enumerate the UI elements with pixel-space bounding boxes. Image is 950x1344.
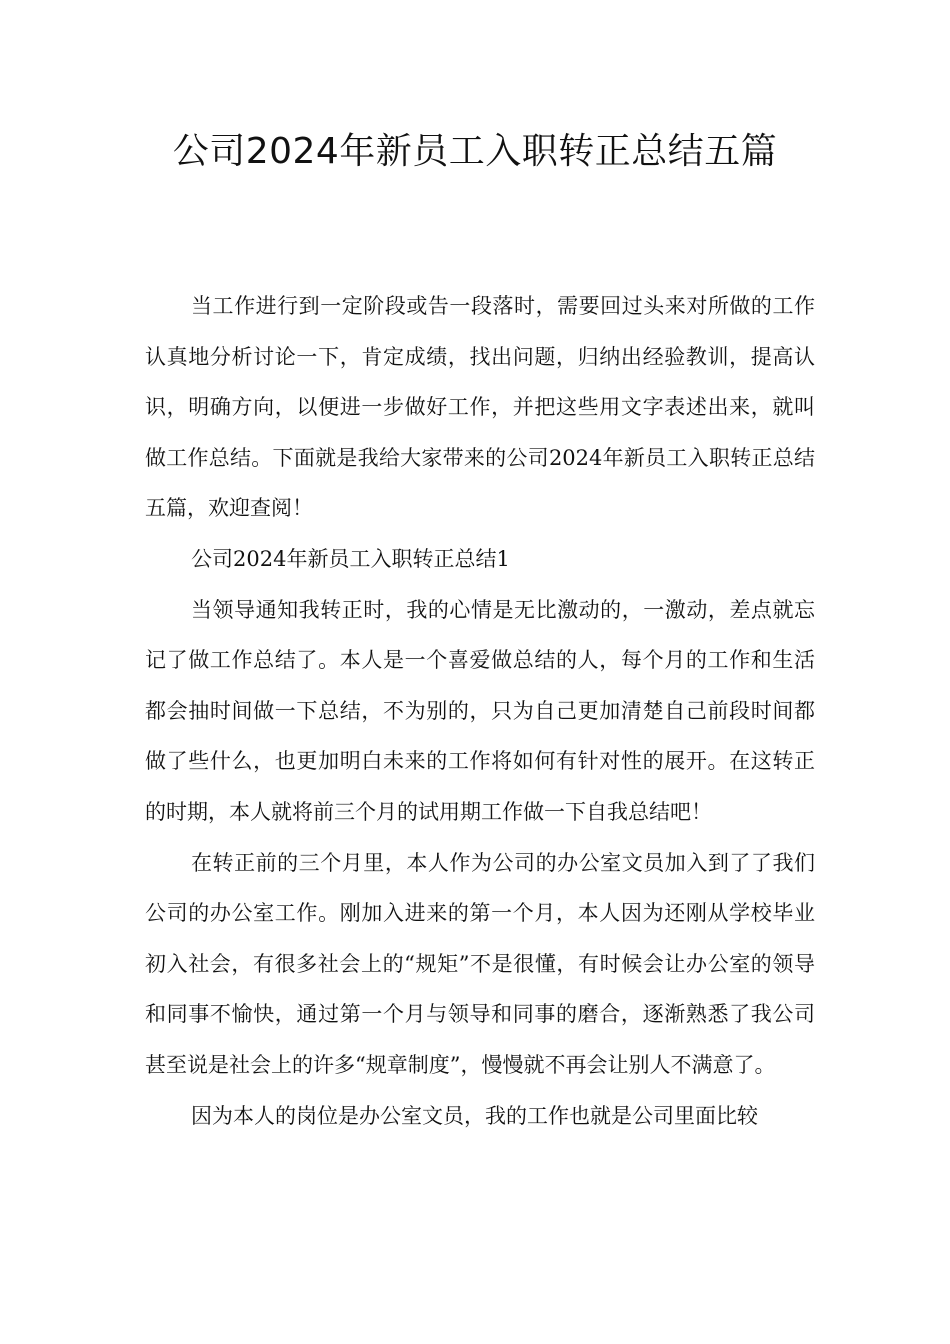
body-paragraph: 在转正前的三个月里，本人作为公司的办公室文员加入到了了我们公司的办公室工作。刚加入进来的第一个月，本人因为还刚从学校毕业初入社会，有很多社会上的“规矩”不是很懂，有时候会让办公室的领导和同事不愉快，通过第一个月与领导和同事的磨合，逐渐熟悉了我公司甚至说是社会上的许多“规章制度”，慢慢就不再会让别人不满意了。 [145, 850, 815, 1077]
document-body [145, 281, 815, 1141]
intro-paragraph: 当工作进行到一定阶段或告一段落时，需要回过头来对所做的工作认真地分析讨论一下，肯定成绩，找出问题，归纳出经验教训，提高认识，明确方向，以便进一步做好工作，并把这些用文字表述出来，就叫做工作总结。下面就是我给大家带来的公司2024年新员工入职转正总结五篇，欢迎查阅！ [145, 294, 815, 521]
body-paragraph: 因为本人的岗位是办公室文员，我的工作也就是公司里面比较 [191, 1103, 758, 1128]
document-title: 公司2024年新员工入职转正总结五篇 [172, 131, 778, 172]
section-heading: 公司2024年新员工入职转正总结1 [191, 546, 510, 571]
body-paragraph: 当领导通知我转正时，我的心情是无比激动的，一激动，差点就忘记了做工作总结了。本人是一个喜爱做总结的人，每个月的工作和生活都会抽时间做一下总结，不为别的，只为自己更加清楚自己前段时间都做了些什么，也更加明白未来的工作将如何有针对性的展开。在这转正的时期，本人就将前三个月的试用期工作做一下自我总结吧！ [145, 597, 815, 824]
